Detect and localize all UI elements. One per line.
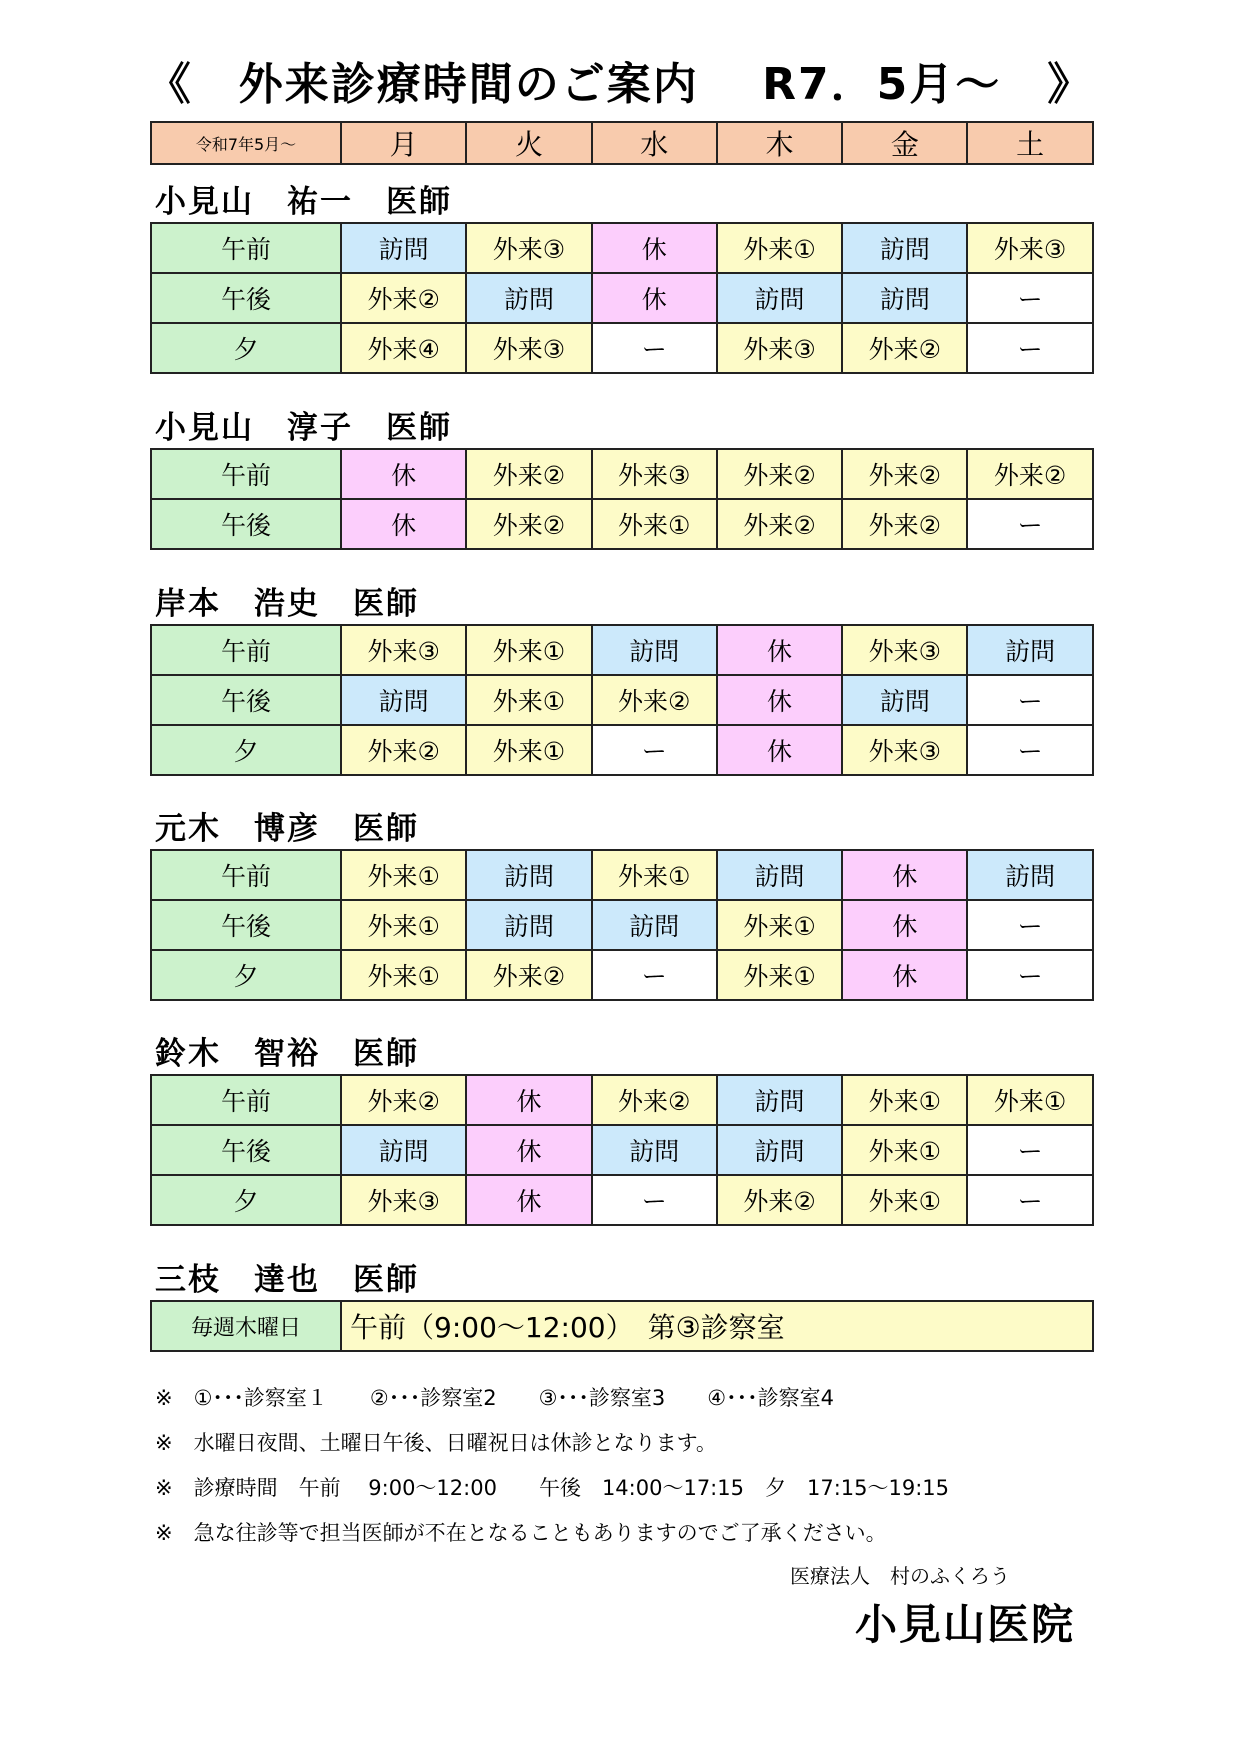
table-row (151, 1175, 1093, 1225)
schedule-cell: 外来① (717, 950, 842, 1000)
schedule-cell: 外来① (592, 850, 717, 900)
doctor-name: 小見山 祐一 医師 (155, 184, 452, 220)
schedule-cell: 訪問 (717, 1125, 842, 1175)
schedule-cell: 訪問 (842, 675, 967, 725)
table-row (151, 675, 1093, 725)
doctor-name: 岸本 浩史 医師 (155, 586, 419, 622)
period-label: 午前 (151, 1075, 341, 1125)
schedule-cell: 外来② (592, 1075, 717, 1125)
header-period-label: 令和7年5月～ (151, 122, 341, 164)
schedule-cell: ー (592, 725, 717, 775)
table-row (151, 323, 1093, 373)
schedule-cell: 訪問 (466, 273, 591, 323)
schedule-cell: 外来② (466, 449, 591, 499)
schedule-cell: 外来① (466, 725, 591, 775)
schedule-cell: ー (967, 950, 1092, 1000)
doctor-name: 小見山 淳子 医師 (155, 410, 452, 446)
period-label: 夕 (151, 1175, 341, 1225)
doctor-name: 三枝 達也 医師 (155, 1262, 419, 1298)
schedule-cell: 休 (717, 675, 842, 725)
schedule-cell: 休 (842, 850, 967, 900)
schedule-cell: 外来① (842, 1125, 967, 1175)
note-item: ※ ①･･･診察室１ ②･･･診察室2 ③･･･診察室3 ④･･･診察室4 (155, 1386, 834, 1410)
period-label: 午前 (151, 449, 341, 499)
schedule-cell: 休 (592, 273, 717, 323)
schedule-cell: 訪問 (842, 273, 967, 323)
schedule-cell: ー (967, 900, 1092, 950)
header-day-mon: 月 (341, 122, 466, 164)
table-row (151, 1301, 1093, 1351)
schedule-table (150, 624, 1094, 776)
table-row (151, 273, 1093, 323)
schedule-cell: ー (967, 1175, 1092, 1225)
schedule-cell: ー (967, 675, 1092, 725)
schedule-cell: 外来① (842, 1075, 967, 1125)
table-row (151, 950, 1093, 1000)
schedule-cell: 外来① (842, 1175, 967, 1225)
table-row (151, 1075, 1093, 1125)
schedule-cell: 外来③ (466, 323, 591, 373)
schedule-cell: 訪問 (592, 625, 717, 675)
schedule-cell: 外来② (717, 499, 842, 549)
schedule-cell: 外来④ (341, 323, 466, 373)
schedule-cell: ー (592, 1175, 717, 1225)
schedule-cell: 外来② (341, 1075, 466, 1125)
schedule-cell: 外来② (842, 449, 967, 499)
header-day-sat: 土 (967, 122, 1092, 164)
schedule-cell: 外来② (842, 323, 967, 373)
schedule-cell: 訪問 (967, 850, 1092, 900)
schedule-cell: ー (592, 950, 717, 1000)
schedule-table (150, 222, 1094, 374)
schedule-cell: 訪問 (592, 900, 717, 950)
schedule-cell: 訪問 (967, 625, 1092, 675)
period-label: 午後 (151, 675, 341, 725)
page-title: 《 外来診療時間のご案内 R7．5月～ 》 (146, 59, 1094, 110)
schedule-cell: 休 (842, 900, 967, 950)
schedule-cell: ー (967, 323, 1092, 373)
schedule-cell: 訪問 (717, 1075, 842, 1125)
schedule-cell: 訪問 (842, 223, 967, 273)
schedule-cell: 訪問 (592, 1125, 717, 1175)
schedule-cell: 外来③ (466, 223, 591, 273)
schedule-cell: 休 (341, 499, 466, 549)
period-label: 午前 (151, 223, 341, 273)
doctor-name: 元木 博彦 医師 (155, 811, 419, 847)
period-label: 午後 (151, 1125, 341, 1175)
day-header-table (150, 121, 1094, 165)
table-row (151, 850, 1093, 900)
schedule-cell: 休 (466, 1175, 591, 1225)
header-day-thu: 木 (717, 122, 842, 164)
schedule-cell: 外来② (592, 675, 717, 725)
schedule-cell: 外来① (967, 1075, 1092, 1125)
schedule-table (150, 1074, 1094, 1226)
schedule-cell: 外来② (341, 273, 466, 323)
special-day-label: 毎週木曜日 (151, 1301, 341, 1351)
schedule-cell: 訪問 (466, 900, 591, 950)
period-label: 午前 (151, 850, 341, 900)
schedule-table (150, 448, 1094, 550)
period-label: 夕 (151, 950, 341, 1000)
schedule-cell: 訪問 (466, 850, 591, 900)
schedule-cell: 休 (466, 1125, 591, 1175)
schedule-cell: 外来② (717, 449, 842, 499)
table-row (151, 449, 1093, 499)
schedule-cell: 休 (466, 1075, 591, 1125)
schedule-cell: 外来③ (967, 223, 1092, 273)
period-label: 夕 (151, 725, 341, 775)
schedule-cell: 外来① (341, 950, 466, 1000)
schedule-cell: 外来② (717, 1175, 842, 1225)
schedule-cell: 訪問 (341, 675, 466, 725)
schedule-cell: ー (967, 499, 1092, 549)
note-item: ※ 急な往診等で担当医師が不在となることもありますのでご了承ください。 (155, 1521, 887, 1545)
schedule-cell: 休 (717, 725, 842, 775)
schedule-cell: 外来① (466, 625, 591, 675)
schedule-cell: 外来③ (842, 625, 967, 675)
schedule-cell: ー (967, 725, 1092, 775)
schedule-cell: 休 (592, 223, 717, 273)
table-row (151, 1125, 1093, 1175)
table-row (151, 725, 1093, 775)
period-label: 午前 (151, 625, 341, 675)
table-row (151, 499, 1093, 549)
table-row (151, 625, 1093, 675)
schedule-cell: ー (967, 273, 1092, 323)
schedule-cell: 休 (341, 449, 466, 499)
header-day-tue: 火 (466, 122, 591, 164)
schedule-cell: 外来③ (341, 625, 466, 675)
table-row (151, 223, 1093, 273)
note-item: ※ 診療時間 午前 9:00～12:00 午後 14:00～17:15 夕 17:15～19:15 (155, 1476, 950, 1500)
schedule-cell: 外来② (967, 449, 1092, 499)
period-label: 夕 (151, 323, 341, 373)
header-day-wed: 水 (592, 122, 717, 164)
schedule-cell: 外来③ (717, 323, 842, 373)
schedule-cell: 休 (842, 950, 967, 1000)
schedule-cell: 訪問 (717, 273, 842, 323)
schedule-cell: 外来③ (341, 1175, 466, 1225)
period-label: 午後 (151, 273, 341, 323)
schedule-cell: 外来① (341, 900, 466, 950)
special-schedule-table (150, 1300, 1094, 1352)
schedule-cell: 休 (717, 625, 842, 675)
schedule-cell: 外来① (341, 850, 466, 900)
schedule-cell: 外来① (466, 675, 591, 725)
schedule-cell: ー (592, 323, 717, 373)
schedule-cell: 外来③ (592, 449, 717, 499)
schedule-cell: 外来② (842, 499, 967, 549)
corporation-name: 医療法人 村のふくろう (790, 1564, 1010, 1588)
schedule-cell: 外来② (466, 950, 591, 1000)
doctor-name: 鈴木 智裕 医師 (155, 1036, 419, 1072)
special-time-info: 午前（9:00～12:00） 第③診察室 (341, 1301, 1093, 1351)
schedule-cell: 外来③ (842, 725, 967, 775)
notes-list (155, 1383, 949, 1563)
schedule-cell: 訪問 (341, 1125, 466, 1175)
schedule-cell: 訪問 (717, 850, 842, 900)
schedule-cell: 外来① (717, 900, 842, 950)
schedule-cell: 外来② (466, 499, 591, 549)
schedule-cell: ー (967, 1125, 1092, 1175)
schedule-table (150, 849, 1094, 1001)
note-item: ※ 水曜日夜間、土曜日午後、日曜祝日は休診となります。 (155, 1431, 717, 1455)
schedule-cell: 訪問 (341, 223, 466, 273)
schedule-cell: 外来② (341, 725, 466, 775)
period-label: 午後 (151, 499, 341, 549)
header-day-fri: 金 (842, 122, 967, 164)
schedule-cell: 外来① (717, 223, 842, 273)
table-row (151, 900, 1093, 950)
schedule-cell: 外来① (592, 499, 717, 549)
period-label: 午後 (151, 900, 341, 950)
clinic-name: 小見山医院 (855, 1600, 1076, 1649)
